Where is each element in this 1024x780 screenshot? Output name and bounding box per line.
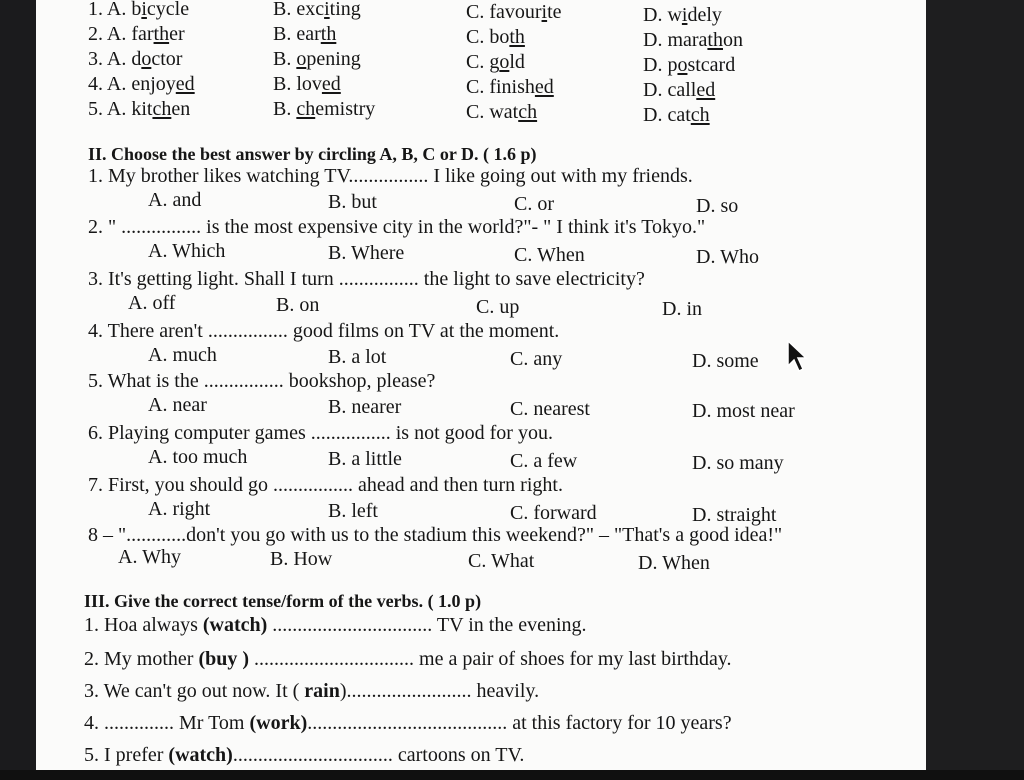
verb-item-4 [84,712,732,734]
section-3-heading: III. Give the correct tense/form of the verbs. ( 1.0 p) [84,591,482,611]
item-text: ................................ cartoons on TV. [232,744,525,766]
phonetic-option-4-d [643,79,715,101]
question-4-option-d: D. some [692,350,759,372]
option-text: 2. A. far [88,23,154,45]
option-text: B. lov [273,73,322,95]
item-text: ................................ me a pair of shoes for my last birthday. [249,648,732,670]
item-text: )......................... heavily. [339,680,540,702]
option-text: 4. A. enjoy [88,73,176,95]
underlined-sound: ed [696,79,716,101]
phonetic-option-4-a [88,73,195,95]
item-text: 4. .............. Mr Tom [84,712,250,734]
question-5-option-c: C. nearest [510,398,590,420]
question-3-option-b: B. on [276,294,320,316]
option-text: D. w [643,4,682,26]
phonetic-option-2-a [88,23,185,45]
phonetic-option-4-b [273,73,341,95]
phonetic-option-1-c [466,1,562,23]
option-text: 3. A. d [88,48,142,70]
option-text: on [722,29,743,51]
mouse-pointer-icon [786,340,810,376]
phonetic-option-1-a [88,0,189,20]
option-text: ld [509,51,525,73]
verb-prompt: (watch) [202,614,268,636]
underlined-sound: th [509,26,525,48]
option-text: D. p [643,54,678,76]
underlined-sound: i [541,1,548,23]
question-5-option-a: A. near [148,394,207,416]
question-1-stem: 1. My brother likes watching TV................ I like going out with my friends. [88,165,693,187]
verb-prompt: (work) [249,712,308,734]
phonetic-option-2-c [466,26,525,48]
item-text: 3. We can't go out now. It ( [84,680,305,702]
option-text: B. [273,48,297,70]
option-text: D. mara [643,29,708,51]
option-text: C. bo [466,26,510,48]
phonetic-option-5-d [643,104,710,126]
option-text: B. ear [273,23,321,45]
verb-item-3 [84,680,539,702]
option-text: ting [329,0,361,20]
phonetic-option-3-b [273,48,361,70]
question-4-option-b: B. a lot [328,346,387,368]
underlined-sound: th [707,29,723,51]
option-text: 1. A. b [88,0,142,20]
underlined-sound: th [153,23,170,45]
underlined-sound: i [681,4,688,26]
underlined-sound: ch [690,104,710,126]
underlined-sound: i [324,0,330,20]
question-7-option-b: B. left [328,500,378,522]
phonetic-option-2-d [643,29,743,51]
question-6-option-b: B. a little [328,448,402,470]
bottom-dark-margin [0,770,1024,780]
option-text: 5. A. kit [88,98,153,120]
question-2-option-a: A. Which [148,240,226,262]
item-text: 1. Hoa always [84,614,203,636]
verb-prompt: rain [304,680,340,702]
question-7-option-c: C. forward [510,502,597,524]
underlined-sound: i [141,0,147,20]
question-4-option-a: A. much [148,344,217,366]
verb-prompt: (buy ) [198,648,250,670]
underlined-sound: o [499,51,510,73]
phonetic-option-1-b [273,0,361,20]
option-text: stcard [687,54,736,76]
verb-prompt: (watch) [168,744,233,766]
phonetic-option-1-d [643,4,722,26]
item-text: 5. I prefer [84,744,169,766]
question-1-option-c: C. or [514,193,554,215]
question-3-stem: 3. It's getting light. Shall I turn ................ the light to save electricity? [88,268,645,290]
option-text: D. cat [643,104,691,126]
verb-item-1 [84,614,587,636]
question-4-stem: 4. There aren't ................ good films on TV at the moment. [88,320,560,342]
item-text: ................................ TV in the evening. [267,614,587,636]
phonetic-option-4-c [466,76,554,98]
question-2-option-d: D. Who [696,246,759,268]
question-7-stem: 7. First, you should go ................ ahead and then turn right. [88,474,563,496]
phonetic-option-5-a [88,98,190,120]
phonetic-option-2-b [273,23,336,45]
option-text: C. finish [466,76,535,98]
option-text: C. favour [466,1,542,23]
question-8-option-b: B. How [270,548,333,570]
phonetic-option-3-c [466,51,525,73]
question-4-option-c: C. any [510,348,563,370]
right-dark-margin [926,0,1024,780]
verb-item-2 [84,648,732,670]
option-text: C. wat [466,101,519,123]
phonetic-option-3-d [643,54,735,76]
question-5-option-d: D. most near [692,400,795,422]
question-8-option-a: A. Why [118,546,181,568]
section-2-heading: II. Choose the best answer by circling A, B, C or D. ( 1.6 p) [88,144,537,164]
underlined-sound: o [677,54,688,76]
question-2-option-c: C. When [514,244,585,266]
option-text: D. call [643,79,697,101]
underlined-sound: ed [534,76,554,98]
underlined-sound: o [141,48,152,70]
question-5-stem: 5. What is the ................ bookshop, please? [88,370,436,392]
underlined-sound: th [320,23,337,45]
underlined-sound: ch [152,98,172,120]
underlined-sound: ed [175,73,195,95]
worksheet-page [36,0,926,770]
question-7-option-a: A. right [148,498,211,520]
question-7-option-d: D. straight [692,504,777,526]
question-2-option-b: B. Where [328,242,405,264]
phonetic-option-5-b [273,98,375,120]
underlined-sound: ed [321,73,341,95]
question-6-stem: 6. Playing computer games ................ is not good for you. [88,422,553,444]
question-8-stem: 8 – "............don't you go with us to the stadium this weekend?" – "That's a good idea!" [88,524,783,546]
question-1-option-a: A. and [148,189,202,211]
question-5-option-b: B. nearer [328,396,402,418]
option-text: C. g [466,51,500,73]
underlined-sound: ch [296,98,316,120]
question-8-option-d: D. When [638,552,710,574]
question-1-option-d: D. so [696,195,739,217]
underlined-sound: o [296,48,307,70]
question-3-option-d: D. in [662,298,702,320]
question-6-option-c: C. a few [510,450,578,472]
question-8-option-c: C. What [468,550,535,572]
question-3-option-a: A. off [128,292,176,314]
phonetic-option-3-a [88,48,182,70]
option-text: emistry [315,98,376,120]
option-text: en [171,98,191,120]
question-3-option-c: C. up [476,296,520,318]
item-text: ........................................ at this factory for 10 years? [307,712,732,734]
verb-item-5 [84,744,524,766]
item-text: 2. My mother [84,648,199,670]
phonetic-option-5-c [466,101,537,123]
option-text: dely [687,4,722,26]
option-text: er [169,23,185,45]
option-text: te [547,1,562,23]
option-text: ctor [151,48,183,70]
question-6-option-d: D. so many [692,452,784,474]
question-1-option-b: B. but [328,191,377,213]
option-text: cycle [146,0,190,20]
option-text: B. [273,98,297,120]
underlined-sound: ch [518,101,538,123]
question-2-stem: 2. " ................ is the most expensive city in the world?"- " I think it's Tokyo." [88,216,706,238]
option-text: pening [306,48,361,70]
question-6-option-a: A. too much [148,446,248,468]
option-text: B. exc [273,0,325,20]
